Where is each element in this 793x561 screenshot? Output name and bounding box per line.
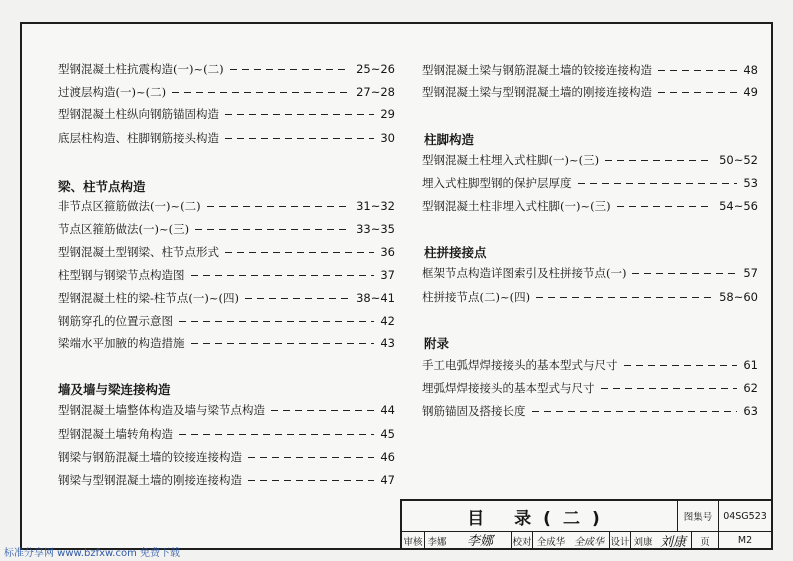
toc-entry-title: 梁端水平加腋的构造措施 [58, 336, 185, 350]
toc-entry [422, 378, 758, 398]
section-heading-wall-connections: 墙及墙与梁连接构造 [58, 382, 171, 397]
leader-dashes [207, 206, 351, 207]
toc-entry-title: 过渡层构造(一)~(二) [58, 85, 167, 99]
atlas-number: 04SG523 [719, 501, 771, 532]
toc-entry [58, 128, 395, 148]
toc-entry-pages: 49 [743, 85, 758, 99]
check-label: 校对 [512, 536, 532, 548]
toc-entry-title: 框架节点构造详图索引及柱拼接节点(一) [422, 266, 627, 280]
title-block [400, 499, 773, 550]
design-label: 设计 [610, 536, 630, 548]
toc-entry-title: 埋弧焊焊接接头的基本型式与尺寸 [422, 381, 595, 395]
toc-entry [58, 82, 395, 102]
leader-dashes [248, 457, 374, 458]
leader-dashes [230, 69, 351, 70]
toc-entry-title: 钢筋穿孔的位置示意图 [58, 314, 173, 328]
page-label: 页 [700, 536, 710, 548]
leader-dashes [536, 297, 713, 298]
leader-dashes [632, 273, 737, 274]
toc-entry-title: 型钢混凝土柱抗震构造(一)~(二) [58, 62, 224, 76]
leader-dashes [248, 480, 374, 481]
toc-entry-title: 型钢混凝土墙整体构造及墙与梁节点构造 [58, 403, 265, 417]
toc-entry-pages: 46 [380, 450, 395, 464]
toc-entry-title: 型钢混凝土型钢梁、柱节点形式 [58, 245, 219, 259]
reviewer-signature: 李娜 [466, 534, 493, 549]
leader-dashes [245, 298, 350, 299]
drawing-title: 目 录(二) [402, 501, 678, 532]
toc-entry [422, 60, 758, 80]
toc-entry-title: 非节点区箍筋做法(一)~(二) [58, 199, 201, 213]
checker-name: 全成华 [536, 536, 566, 548]
toc-entry [58, 219, 395, 239]
toc-entry-title: 柱拼接节点(二)~(四) [422, 290, 531, 304]
section-heading-beam-column-joints: 梁、柱节点构造 [58, 179, 146, 194]
toc-entry [422, 287, 758, 307]
section-heading-appendix: 附录 [424, 336, 450, 351]
toc-entry-pages: 53 [743, 176, 758, 190]
toc-entry [58, 311, 395, 331]
toc-entry-title: 型钢混凝土柱纵向钢筋锚固构造 [58, 107, 219, 121]
toc-entry [58, 470, 395, 490]
toc-entry [58, 424, 395, 444]
toc-entry-pages: 31~32 [356, 199, 395, 213]
toc-entry-pages: 48 [743, 63, 758, 77]
atlas-number-label: 图集号 [678, 501, 719, 532]
section-heading-column-splice: 柱拼接接点 [424, 245, 487, 260]
toc-entry-pages: 61 [743, 358, 758, 372]
toc-entry-pages: 63 [743, 404, 758, 418]
leader-dashes [225, 252, 374, 253]
toc-entry-pages: 37 [380, 268, 395, 282]
toc-entry-pages: 33~35 [356, 222, 395, 236]
toc-entry-pages: 43 [380, 336, 395, 350]
toc-entry-title: 型钢混凝土梁与钢筋混凝土墙的铰接连接构造 [422, 63, 652, 77]
toc-entry-title: 手工电弧焊焊接接头的基本型式与尺寸 [422, 358, 618, 372]
toc-entry-pages: 25~26 [356, 62, 395, 76]
toc-entry [58, 265, 395, 285]
toc-entry-title: 柱型钢与钢梁节点构造图 [58, 268, 185, 282]
review-label: 审核 [403, 536, 423, 548]
toc-entry-title: 节点区箍筋做法(一)~(三) [58, 222, 190, 236]
toc-entry [422, 196, 758, 216]
toc-entry-pages: 36 [380, 245, 395, 259]
toc-entry-title: 型钢混凝土柱非埋入式柱脚(一)~(三) [422, 199, 611, 213]
toc-entry [58, 59, 395, 79]
toc-entry-title: 埋入式柱脚型钢的保护层厚度 [422, 176, 572, 190]
leader-dashes [601, 388, 738, 389]
leader-dashes [578, 183, 738, 184]
page-number: M2 [737, 535, 753, 546]
leader-dashes [624, 365, 738, 366]
toc-entry [422, 150, 758, 170]
toc-entry-pages: 38~41 [356, 291, 395, 305]
toc-entry-pages: 44 [380, 403, 395, 417]
toc-entry [422, 82, 758, 102]
leader-dashes [271, 410, 374, 411]
toc-entry [58, 242, 395, 262]
toc-entry-title: 型钢混凝土墙转角构造 [58, 427, 173, 441]
toc-entry-pages: 29 [380, 107, 395, 121]
toc-entry [58, 288, 395, 308]
watermark: 标准分享网 www.bzfxw.com 免费下载 [4, 548, 180, 559]
toc-entry-pages: 62 [743, 381, 758, 395]
leader-dashes [225, 138, 374, 139]
toc-entry-title: 钢梁与型钢混凝土墙的刚接连接构造 [58, 473, 242, 487]
leader-dashes [658, 92, 737, 93]
toc-entry-title: 钢筋锚固及搭接长度 [422, 404, 526, 418]
toc-entry [58, 104, 395, 124]
leader-dashes [195, 229, 350, 230]
toc-entry-title: 底层柱构造、柱脚钢筋接头构造 [58, 131, 219, 145]
toc-entry-pages: 47 [380, 473, 395, 487]
reviewer-name: 李娜 [427, 536, 447, 548]
leader-dashes [605, 160, 713, 161]
leader-dashes [225, 114, 374, 115]
toc-entry-pages: 30 [380, 131, 395, 145]
toc-entry-title: 型钢混凝土柱的梁-柱节点(一)~(四) [58, 291, 239, 305]
toc-entry-pages: 57 [743, 266, 758, 280]
toc-entry [422, 173, 758, 193]
leader-dashes [179, 434, 374, 435]
toc-entry-pages: 58~60 [719, 290, 758, 304]
toc-entry [422, 355, 758, 375]
toc-entry-pages: 27~28 [356, 85, 395, 99]
checker-signature: 全成华 [574, 537, 604, 548]
toc-entry [58, 400, 395, 420]
leader-dashes [191, 343, 375, 344]
leader-dashes [191, 275, 375, 276]
toc-entry [58, 196, 395, 216]
leader-dashes [172, 92, 350, 93]
toc-entry-pages: 42 [380, 314, 395, 328]
designer-signature: 刘康 [659, 534, 686, 550]
toc-entry-title: 钢梁与钢筋混凝土墙的铰接连接构造 [58, 450, 242, 464]
toc-entry [58, 333, 395, 353]
leader-dashes [617, 206, 714, 207]
toc-entry [422, 263, 758, 283]
toc-entry-pages: 45 [380, 427, 395, 441]
toc-entry [58, 447, 395, 467]
toc-entry-title: 型钢混凝土梁与型钢混凝土墙的刚接连接构造 [422, 85, 652, 99]
toc-entry-pages: 54~56 [719, 199, 758, 213]
toc-entry [422, 401, 758, 421]
leader-dashes [179, 321, 374, 322]
leader-dashes [532, 411, 738, 412]
leader-dashes [658, 70, 737, 71]
section-heading-column-base: 柱脚构造 [424, 132, 475, 147]
designer-name: 刘康 [633, 536, 653, 548]
toc-entry-pages: 50~52 [719, 153, 758, 167]
toc-entry-title: 型钢混凝土柱埋入式柱脚(一)~(三) [422, 153, 600, 167]
